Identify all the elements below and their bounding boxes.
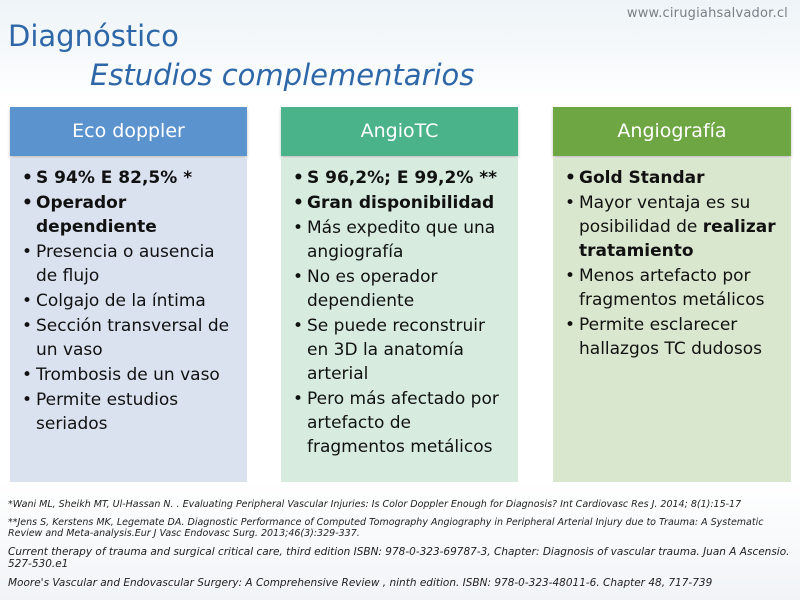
column-angiotc: [281, 107, 518, 482]
list-item: • Colgajo de la íntima: [22, 289, 239, 313]
list-item: • Se puede reconstruir en 3D la anatomía arterial: [293, 314, 510, 386]
list-item: • Trombosis de un vaso: [22, 363, 239, 387]
references: [8, 499, 794, 596]
column-angiografia: [553, 107, 791, 482]
column-eco-doppler: [10, 107, 247, 482]
list-item: • No es operador dependiente: [293, 265, 510, 313]
reference-item: Current therapy of trauma and surgical critical care, third edition ISBN: 978-0-323-69787-3, Chapter: Diagnosis of vascular trauma. Juan A Ascensio. 527-530.e1: [8, 546, 790, 570]
bullet-list: [293, 166, 510, 459]
column-header: Angiografía: [553, 107, 791, 156]
list-item: • S 96,2%; E 99,2% **: [293, 166, 510, 190]
reference-item: *Wani ML, Sheikh MT, Ul-Hassan N. . Evaluating Peripheral Vascular Injuries: Is Color Doppler Enough for Diagnosis? Int Cardiovasc Res J. 2014; 8(1):15-17: [8, 499, 742, 510]
column-body: [281, 158, 518, 482]
list-item-emphasis: realizar tratamiento: [579, 217, 776, 261]
site-url: www.cirugiahsalvador.cl: [626, 6, 788, 21]
list-item: • S 94% E 82,5% *: [22, 166, 239, 190]
list-item-text: Mayor ventaja es su posibilidad de: [579, 193, 751, 237]
list-item: • Más expedito que una angiografía: [293, 216, 510, 264]
list-item: • Gran disponibilidad: [293, 191, 510, 215]
list-item: [565, 191, 783, 263]
list-item: • Operador dependiente: [22, 191, 239, 239]
slide-subtitle: Estudios complementarios: [90, 58, 475, 92]
list-item: • Permite estudios seriados: [22, 388, 239, 436]
list-item: • Gold Standar: [565, 166, 783, 190]
list-item: • Menos artefacto por fragmentos metálicos: [565, 264, 783, 312]
list-item: • Presencia o ausencia de flujo: [22, 240, 239, 288]
column-header: Eco doppler: [10, 107, 247, 156]
list-item: • Permite esclarecer hallazgos TC dudosos: [565, 313, 783, 361]
reference-item: Moore's Vascular and Endovascular Surgery: A Comprehensive Review , ninth edition. ISBN: 978-0-323-48011-6. Chapter 48, 717-739: [8, 577, 713, 589]
list-item: • Sección transversal de un vaso: [22, 314, 239, 362]
bullet-list: [22, 166, 239, 436]
reference-item: **Jens S, Kerstens MK, Legemate DA. Diagnostic Performance of Computed Tomography Angiography in Peripheral Arterial Injury due to Trauma: A Systematic Review and Meta-analysis.Eur J Vasc Endovasc Surg. 2013;46(3):329-337.: [8, 517, 764, 539]
column-body: [553, 158, 791, 482]
bullet-list: [565, 166, 783, 361]
column-header: AngioTC: [281, 107, 518, 156]
slide-title: Diagnóstico: [8, 19, 179, 53]
list-item: • Pero más afectado por artefacto de fragmentos metálicos: [293, 387, 510, 459]
column-body: [10, 158, 247, 482]
